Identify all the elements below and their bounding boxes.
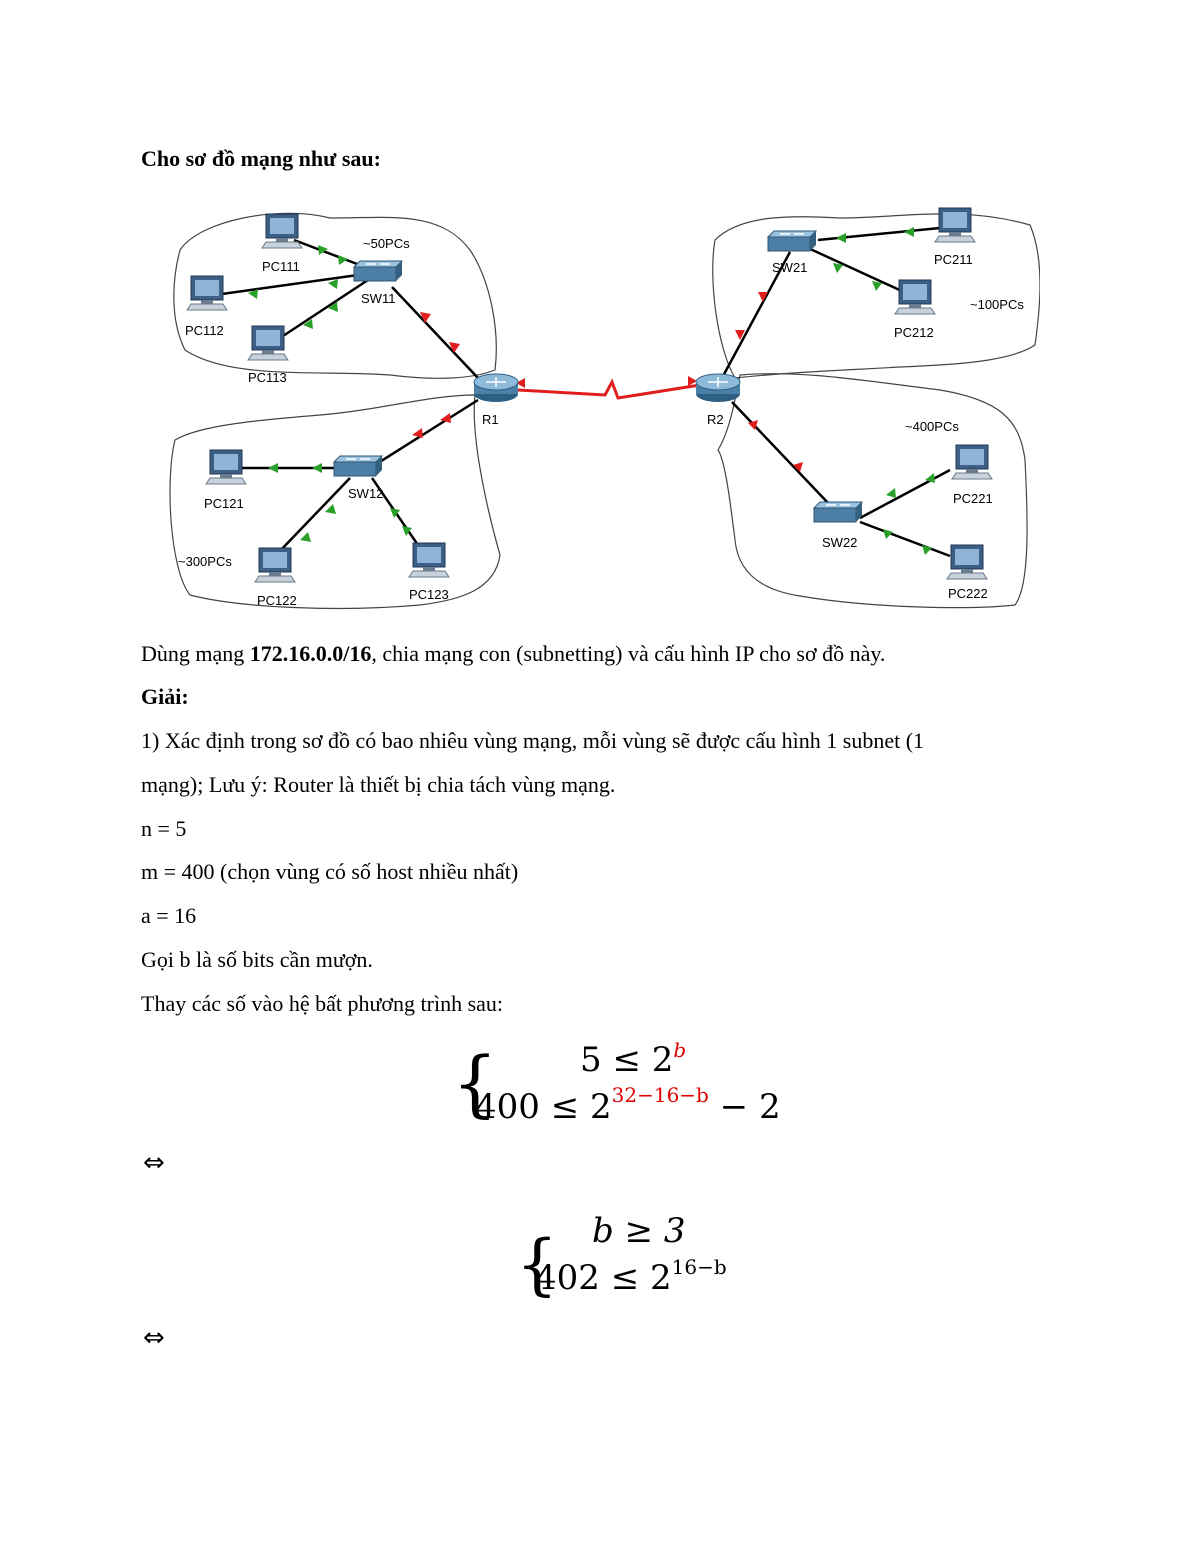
pc-icon (952, 445, 992, 479)
label-sw22: SW22 (822, 535, 858, 550)
pc-icon (206, 450, 246, 484)
label-zone-400pcs: ~400PCs (905, 419, 959, 434)
system2-row2-base: 402 ≤ 2 (535, 1258, 672, 1298)
switch-icon (814, 502, 862, 522)
system1-row1-exp: b (673, 1038, 687, 1062)
switch-icon (334, 456, 382, 476)
router-icon (474, 374, 518, 402)
label-zone-100pcs: ~100PCs (970, 297, 1024, 312)
task-suffix: , chia mạng con (subnetting) và cấu hình IP cho sơ đồ này. (371, 641, 886, 666)
label-sw11: SW11 (361, 291, 396, 306)
label-zone-300pcs: ~300PCs (178, 554, 232, 569)
label-pc123: PC123 (409, 587, 449, 602)
label-pc121: PC121 (204, 496, 244, 511)
system1-row2-tail: − 2 (708, 1087, 781, 1127)
system2-row1: b ≥ 3 (592, 1211, 686, 1251)
system1-brace: { (452, 1041, 498, 1125)
a-line: a = 16 (141, 903, 197, 928)
b-line: Gọi b là số bits cần mượn. (141, 947, 373, 972)
label-zone-50pcs: ~50PCs (363, 236, 410, 251)
pc-icon (409, 543, 449, 577)
substitute-line: Thay các số vào hệ bất phương trình sau: (141, 991, 504, 1016)
pc-icon (895, 280, 935, 314)
label-pc221: PC221 (953, 491, 993, 506)
system1-row2 (475, 1083, 781, 1127)
heading: Cho sơ đồ mạng như sau: (141, 146, 381, 171)
system2-row2 (535, 1255, 727, 1298)
task-network: 172.16.0.0/16 (249, 641, 372, 666)
label-pc113: PC113 (248, 370, 287, 385)
inequality-system-1 (450, 1030, 850, 1130)
step1-line2: mạng); Lưu ý: Router là thiết bị chia tách vùng mạng. (141, 772, 616, 797)
switch-icon (768, 231, 816, 251)
system1-row2-base: 400 ≤ 2 (475, 1087, 612, 1127)
equiv-symbol-1: ⇔ (143, 1148, 165, 1178)
inequality-system-2 (515, 1210, 775, 1300)
switch-icon (354, 261, 402, 281)
label-pc211: PC211 (934, 252, 973, 267)
label-sw12: SW12 (348, 486, 384, 501)
label-pc212: PC212 (894, 325, 934, 340)
label-pc112: PC112 (185, 323, 224, 338)
pc-icon (947, 545, 987, 579)
pc-icon (935, 208, 975, 242)
equiv-symbol-2: ⇔ (143, 1323, 165, 1353)
label-r2: R2 (707, 412, 724, 427)
solution-label: Giải: (141, 684, 189, 709)
task-prefix: Dùng mạng (141, 641, 250, 666)
label-pc122: PC122 (257, 593, 297, 608)
system1-row2-exp: 32−16−b (611, 1083, 709, 1107)
network-diagram (160, 195, 1040, 615)
label-pc111: PC111 (262, 259, 300, 274)
system2-brace: { (516, 1226, 558, 1300)
system2-row2-exp: 16−b (671, 1255, 727, 1279)
m-line: m = 400 (chọn vùng có số host nhiều nhất) (141, 859, 519, 884)
step1-line1: 1) Xác định trong sơ đồ có bao nhiêu vùng mạng, mỗi vùng sẽ được cấu hình 1 subnet (1 (141, 728, 925, 753)
router-icon (696, 374, 740, 402)
serial-link (518, 382, 700, 398)
system1-row1 (580, 1038, 686, 1080)
system1-row1-base: 5 ≤ 2 (580, 1040, 674, 1080)
label-pc222: PC222 (948, 586, 988, 601)
pc-icon (248, 326, 288, 360)
label-r1: R1 (482, 412, 499, 427)
pc-icon (262, 214, 302, 248)
n-line: n = 5 (141, 816, 187, 841)
label-sw21: SW21 (772, 260, 808, 275)
pc-icon (255, 548, 295, 582)
task-statement (141, 641, 885, 667)
pc-icon (187, 276, 227, 310)
link-status-down-markers (412, 292, 803, 472)
